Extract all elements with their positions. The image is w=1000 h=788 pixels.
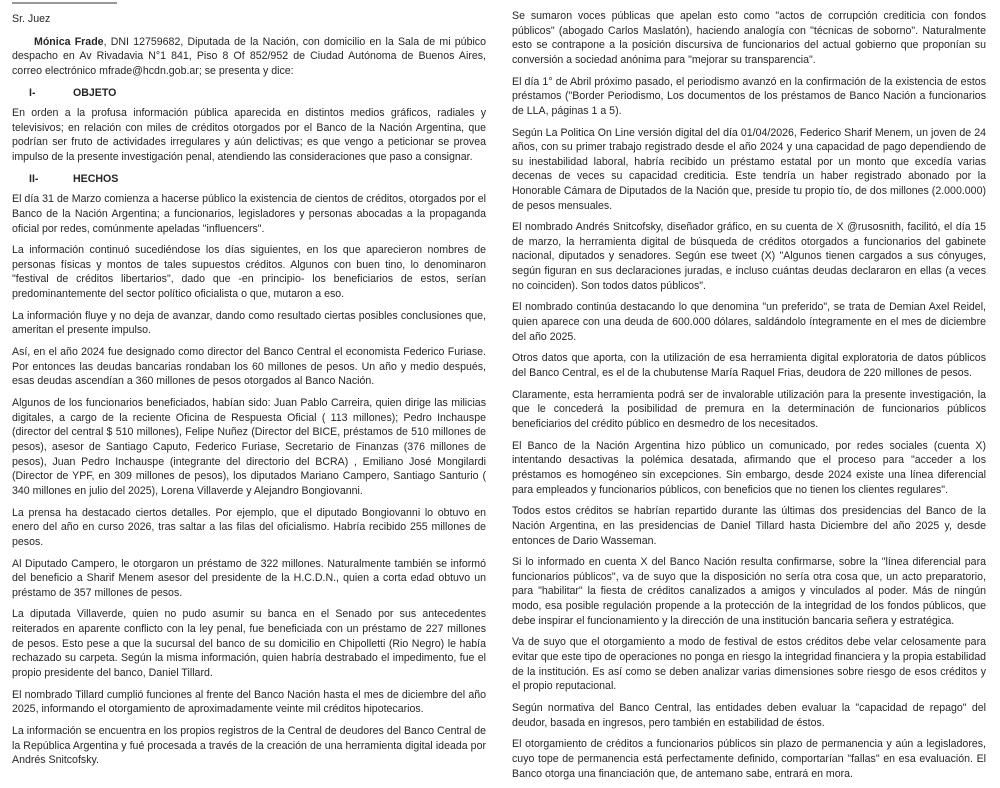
paragraph: Todos estos créditos se habrían repartido durante las últimas dos presidencias del Banco de la Nación Argentina, en las presidencias de Daniel Tillard hasta Diciembre del año 2025 y, desde entonces de Dario Wasseman. bbox=[512, 505, 986, 547]
section-title: OBJETO bbox=[73, 86, 117, 99]
paragraph: La información fluye y no deja de avanzar, dando como resultado ciertas posibles conclusiones que, ameritan el presente impulso. bbox=[12, 309, 486, 337]
paragraph: La diputada Villaverde, quien no pudo asumir su banca en el Senado por sus antecedentes reiterados en aparente conflicto con la ley penal, fue beneficiada con un préstamo de 227 millones de pesos. Esto pese a que la sucursal del banco de su domicilio en Chipolletti (Rio Negro) le había rechazado su carpeta. Según la misma información, quien habría destrabado el impedimento, fue el propio presidente del banco, Daniel Tillard. bbox=[12, 608, 486, 679]
paragraph: Va de suyo que el otorgamiento a modo de festival de estos créditos debe velar celosamente para evitar que este tipo de operaciones no ponga en riesgo la integridad financiera y la propia estabilidad de la institución. Es así como se deben analizar varias dimensiones sobre riesgo de esos créditos y el propio reputacional. bbox=[512, 636, 986, 693]
paragraph: Se sumaron voces públicas que apelan esto como "actos de corrupción crediticia con fondos públicos" (abogado Carlos Maslatón), haciendo analogía con "técnicas de soborno". Naturalmente esto se contrapone a la posición discursiva de funcionarios del actual gobierno que proponían su conversión a sociedad anónima para "mejorar su transparencia". bbox=[512, 10, 986, 66]
section-heading-hechos bbox=[12, 172, 486, 187]
paragraph: El día 31 de Marzo comienza a hacerse público la existencia de cientos de créditos, otorgados por el Banco de la Nación Argentina; a funcionarios, legisladores y personas abocadas a la propaganda oficial por redes, comúnmente apeladas "influencers". bbox=[12, 193, 486, 235]
paragraph: El otorgamiento de créditos a funcionarios públicos sin plazo de permanencia y aún a legisladores, cuyo tope de permanencia está perfectamente definido, comportarían "fallas" en esa evaluación. El Banco otorga una financiación que, de antemano sabe, entrará en mora. bbox=[512, 738, 986, 780]
intro-text: , DNI 12759682, Diputada de la Nación, con domicilio en la Sala de mi púbico despacho en Av Rivadavia N°1 841, Piso 8 Of 852/952 de Ciudad Autónoma de Buenos Aires, correo electrónico mfrade@hcdn.gob.ar; se presenta y dice: bbox=[12, 35, 486, 77]
paragraph: Según normativa del Banco Central, las entidades deben evaluar la "capacidad de repago" del deudor, basada en ingresos, pero también en estabilidad de éstos. bbox=[512, 702, 986, 729]
paragraph: El nombrado Tillard cumplió funciones al frente del Banco Nación hasta el mes de diciembre del año 2025, informando el otorgamiento de aproximadamente veinte mil créditos hipotecarios. bbox=[12, 688, 486, 716]
paragraph: Así, en el año 2024 fue designado como director del Banco Central el economista Federico Furiase. Por entonces las deudas bancarias rondaban los 60 millones de pesos. Un año y medio después, esas deudas ascendían a 360 millones de pesos otorgados al Banco Nación. bbox=[12, 346, 486, 388]
paragraph: Al Diputado Campero, le otorgaron un préstamo de 322 millones. Naturalmente también se informó del beneficio a Sharif Menem asesor del presidente de la H.C.D.N., quien a corta edad obtuvo un préstamo de 357 millones de pesos. bbox=[12, 557, 486, 599]
paragraph: Claramente, esta herramienta podrá ser de invalorable utilización para la presente investigación, la que le concederá la posibilidad de premura en la determinación de funcionarios públicos beneficiarios del crédito público en desmedro de los necesitados. bbox=[512, 388, 986, 430]
paragraph: El día 1° de Abril próximo pasado, el periodismo avanzó en la confirmación de la existencia de estos préstamos ("Border Periodismo, Los documentos de los préstamos de Banco Nación a funcionarios de LLA, páginas 1 a 5). bbox=[512, 75, 986, 117]
paragraph-objeto: En orden a la profusa información pública aparecida en distintos medios gráficos, radiales y televisivos; en relación con miles de créditos otorgados por el Banco de la Nación Argentina, que podrían ser fruto de actividades irregulares y aún delictivas; es que vengo a peticionar se provea impulso de la presente investigación penal, atendiendo las consideraciones que paso a consignar. bbox=[12, 107, 486, 163]
paragraph: El nombrado Andrés Snitcofsky, diseñador gráfico, en su cuenta de X @rusosnith, facilitó, el día 15 de marzo, la herramienta digital de búsqueda de créditos otorgados a funcionarios del gabinete nacional, diputados y senadores. Según ese tweet (X) "Algunos tienen cargados a sus cónyuges, según figuran en sus declaraciones juradas, e incluso cuántas deudas declararon en ellas (a veces no coinciden). Son todos datos públicos". bbox=[512, 221, 986, 292]
paragraph: Si lo informado en cuenta X del Banco Nación resulta confirmarse, sobre la "línea diferencial para funcionarios públicos", va de suyo que la disposición no sería otra cosa que, un acto preparatorio, para "habilitar" la fiesta de créditos canalizados a amigos y vinculados al poder. Más de ningún modo, esa posible regulación propende a la protección de la integridad de los fondos públicos, que debe inspirar el funcionamiento y la dirección de una institución bancaria señera y estratégica. bbox=[512, 556, 986, 627]
intro-paragraph bbox=[12, 35, 486, 79]
cropped-header-rule bbox=[12, 2, 117, 4]
paragraph: La prensa ha destacado ciertos detalles. Por ejemplo, que el diputado Bongiovanni lo obtuvo en enero del año en curso 2026, tras saltar a las filas del oficialismo. Habría recibido 255 millones de pesos. bbox=[12, 506, 486, 548]
paragraph: El nombrado continúa destacando lo que denomina "un preferido", se trata de Demian Axel Reidel, quien aparece con una deuda de 600.000 dólares, saldándolo íntegramente en el mes de diciembre del año 2025. bbox=[512, 301, 986, 343]
author-name: Mónica Frade bbox=[34, 35, 104, 48]
section-title: HECHOS bbox=[73, 172, 119, 185]
left-column bbox=[12, 0, 486, 775]
paragraph: El Banco de la Nación Argentina hizo público un comunicado, por redes sociales (cuenta X) intentando desactivas la polémica desatada, afirmando que el proceso para "acceder a los préstamos es homogéneo sin excepciones. Sin embargo, desde 2024 existe una línea diferencial para empleados y funcionarios públicos, con beneficios que no tienen los clientes regulares". bbox=[512, 439, 986, 496]
section-heading-objeto bbox=[12, 86, 486, 101]
hechos-paragraphs bbox=[12, 192, 486, 767]
paragraph: La información continuó sucediéndose los días siguientes, en los que aparecieron nombres de personas físicas y montos de tales supuestos créditos. Algunos con buen tino, lo denominaron "festival de créditos libertarios", dado que -en principio- los beneficiarios de estos, serían predominantemente del sector político oficialista o que, mutaron a eso. bbox=[12, 244, 486, 301]
paragraph: Algunos de los funcionarios beneficiados, habían sido: Juan Pablo Carreira, quien dirige las milicias digitales, a cargo de la reciente Oficina de Respuesta Oficial ( 113 millones); Pedro Inchauspe (director del central $ 510 millones), Felipe Nuñez (Director del BICE, préstamos de 510 millones de pesos), asesor de Santiago Caputo, Federico Furiase, Secretario de Finanzas (376 millones de pesos), Juan Pedro Inchauspe (integrante del directorio del BCRA) , Emiliano José Mongilardi (Director de YPF, en 309 millones de pesos), los diputados Mariano Campero, Santiago Santurio ( 340 millones en julio del 2025), Lorena Villaverde y Alejandro Bongiovanni. bbox=[12, 397, 486, 497]
paragraph: Otros datos que aporta, con la utilización de esa herramienta digital exploratoria de datos públicos del Banco Central, es el de la chubutense María Raquel Frias, deudora de 220 millones de pesos. bbox=[512, 352, 986, 379]
paragraph: Según La Politica On Line versión digital del día 01/04/2026, Federico Sharif Menem, un joven de 24 años, con su primer trabajo registrado desde el año 2024 y una capacidad de pago dependiendo de su inestabilidad laboral, habría recibido un préstamo estatal por un monto que excedía varias decenas de veces su capacidad crediticia. Este tendría un haber registrado abonado por la Honorable Cámara de Diputados de la Nación que, preside tu propio tío, de dos millones (2.000.000) de pesos mensuales. bbox=[512, 126, 986, 212]
paragraph: La información se encuentra en los propios registros de la Central de deudores del Banco Central de la República Argentina y fué procesada a través de la creación de una herramienta digital ideada por Andrés Snitcofsky. bbox=[12, 725, 486, 767]
right-paragraphs bbox=[512, 9, 986, 781]
section-number: I- bbox=[29, 86, 36, 99]
section-number: II- bbox=[29, 172, 39, 185]
salutation: Sr. Juez bbox=[12, 13, 51, 25]
right-column bbox=[512, 9, 986, 788]
